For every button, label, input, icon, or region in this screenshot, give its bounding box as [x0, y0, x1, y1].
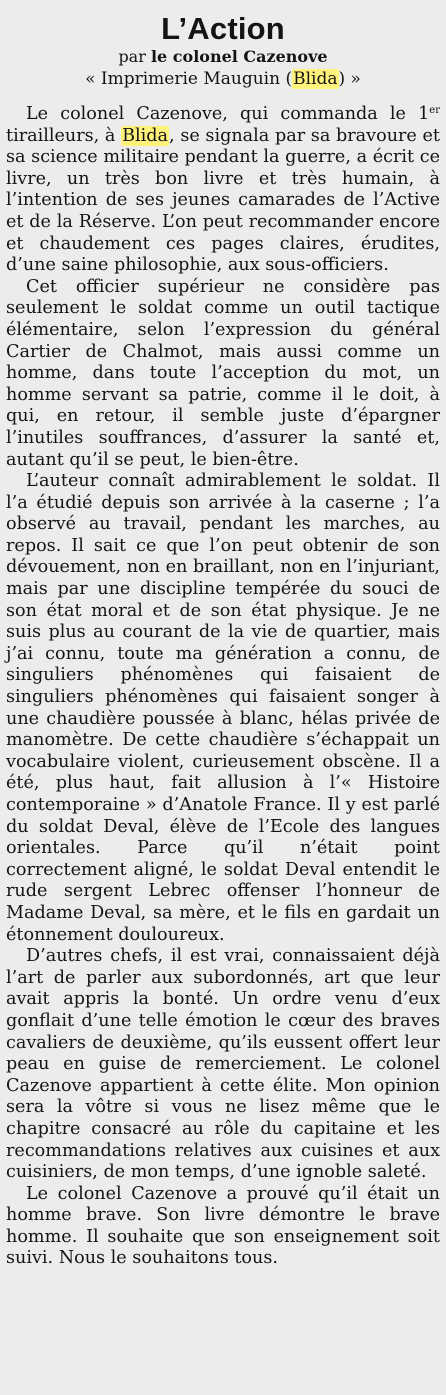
- paragraph-1-end: , se signala par sa bravoure et sa science militaire pendant la guerre, a écrit ce livre, un très bon livre et très humain, à l’intention de ses jeunes camarades de l’Active et de la Réserve. L’on peut recommander encore et chaudement ces pages claires, érudites, d’une saine philosophie, aux sous-officiers.: [6, 125, 441, 276]
- byline-prefix: par: [118, 47, 151, 66]
- ordinal-suffix: er: [429, 105, 440, 116]
- highlighted-place: Blida: [293, 69, 338, 89]
- article-body: [6, 104, 440, 1270]
- paragraph-5: Le colonel Cazenove a prouvé qu’il était un homme brave. Son livre démontre le brave homme. Il souhaite que son enseignement soit suivi. Nous le souhaitons tous.: [6, 1183, 440, 1269]
- publisher-open: « Imprimerie Mauguin (: [85, 69, 293, 89]
- article-title: L’Action: [161, 11, 285, 46]
- highlighted-place: Blida: [122, 125, 169, 146]
- publisher-close: ) »: [338, 69, 361, 89]
- author-name: le colonel Cazenove: [150, 47, 328, 66]
- paragraph-1: [6, 104, 440, 277]
- paragraph-1-start: Le colonel Cazenove, qui commanda le 1: [26, 104, 430, 124]
- paragraph-1-mid: tirailleurs, à: [6, 125, 122, 146]
- paragraph-2: Cet officier supérieur ne considère pas seulement le soldat comme un outil tactique élémentaire, selon l’expression du général Cartier de Chalmot, mais aussi comme un homme, dans toute l’acception du mot, un homme servant sa patrie, comme il le doit, à qui, en retour, il semble juste d’épargner l’inutiles souffrances, d’assurer la santé et, autant qu’il se peut, le bien-être.: [6, 276, 440, 470]
- byline: [0, 46, 446, 68]
- publisher-line: [0, 68, 446, 90]
- paragraph-3: L’auteur connaît admirablement le soldat. Il l’a étudié depuis son arrivée à la caserne ; l’a observé au travail, pendant les marches, au repos. Il sait ce que l’on peut obtenir de son dévouement, non en braillant, non en l’injuriant, mais par une discipline tempérée du souci de son état moral et de son état physique. Je ne suis plus au courant de la vie de quartier, mais j’ai connu, toute ma génération a connu, de singuliers phénomènes qui faisaient de singuliers phénomènes qui faisaient songer à une chaudière poussée à blanc, hélas privée de manomètre. De cette chaudière s’échappait un vocabulaire violent, curieusement obscène. Il a été, plus haut, fait allusion à l’« Histoire contemporaine » d’Anatole France. Il y est parlé du soldat Deval, élève de l’Ecole des langues orientales. Parce qu’il n’était point correctement aligné, le soldat Deval entendit le rude sergent Lebrec offenser l’honneur de Madame Deval, sa mère, et le fils en gardait un étonnement douloureux.: [6, 471, 440, 945]
- paragraph-4: D’autres chefs, il est vrai, connaissaient déjà l’art de parler aux subordonnés, art que leur avait appris la bonté. Un ordre venu d’eux gonflait d’une telle émotion le cœur des braves cavaliers de deuxième, qu’ils eussent offert leur peau en guise de remerciement. Le colonel Cazenove appartient à cette élite. Mon opinion sera la vôtre si vous ne lisez même que le chapitre consacré au rôle du capitaine et les recommandations relatives aux cuisines et aux cuisiniers, de mon temps, d’une ignoble saleté.: [6, 946, 440, 1183]
- column-rule: [110, 0, 360, 7]
